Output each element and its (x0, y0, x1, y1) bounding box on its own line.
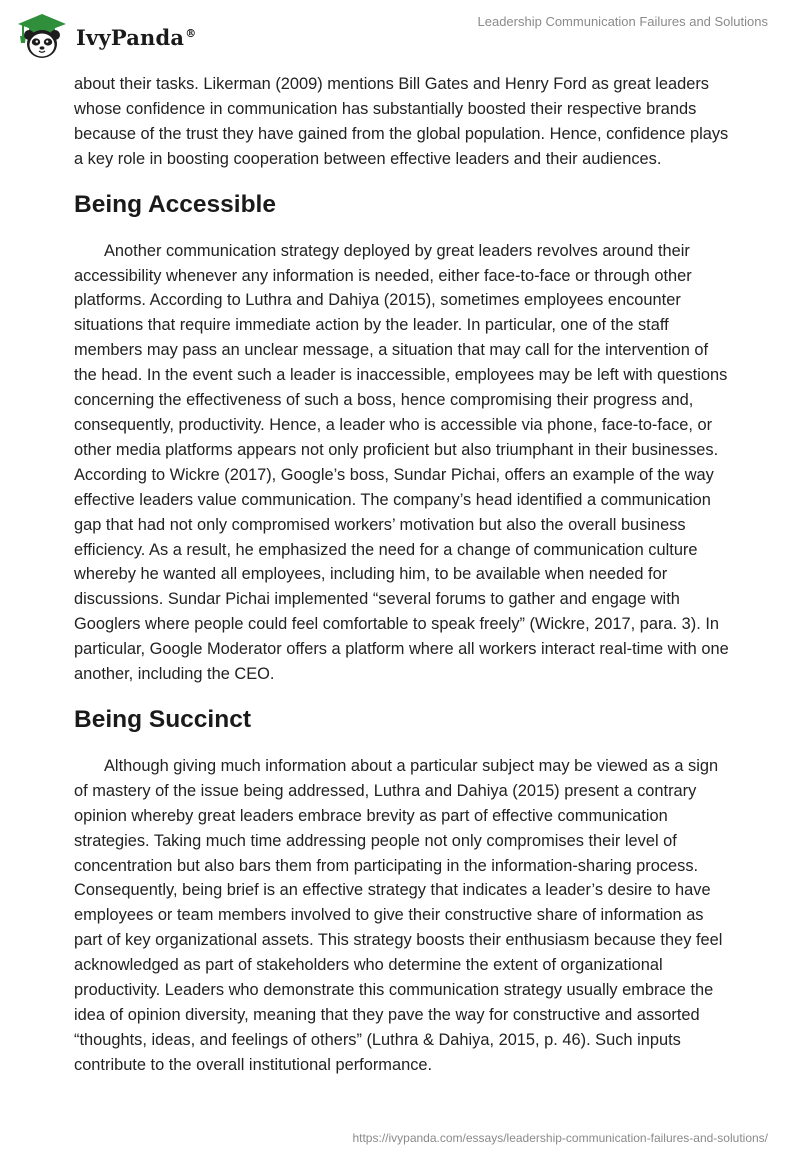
panda-graduate-icon (14, 8, 70, 62)
section-paragraph-accessible: Another communication strategy deployed by great leaders revolves around their accessibility whenever any information is needed, either face-to-face or through other platforms. According to Luthra and Dahiya (2015), sometimes employees encounter situations that require immediate action by the leader. In particular, one of the staff members may pass an unclear message, a situation that may call for the intervention of the head. In the event such a leader is inaccessible, employees may be left with questions concerning the effectiveness of such a boss, hence compromising their progress and, consequently, productivity. Hence, a leader who is accessible via phone, face-to-face, or other media platforms appears not only proficient but also triumphant in their businesses. According to Wickre (2017), Google’s boss, Sundar Pichai, offers an example of the way effective leaders value communication. The company’s head identified a communication gap that had not only compromised workers’ motivation but also the overall business efficiency. As a result, he emphasized the need for a change of communication culture whereby he wanted all employees, including him, to be available when needed for discussions. Sundar Pichai implemented “several forums to gather and engage with Googlers where people could feel comfortable to speak freely” (Wickre, 2017, para. 3). In particular, Google Moderator offers a platform where all workers interact real-time with one another, including the CEO. (74, 241, 729, 684)
intro-paragraph: about their tasks. Likerman (2009) mentions Bill Gates and Henry Ford as great leaders whose confidence in communication has substantially boosted their respective brands because of the trust they have gained from the global population. Hence, confidence plays a key role in boosting cooperation between effective leaders and their audiences. (74, 75, 729, 168)
document-title: Leadership Communication Failures and Solutions (477, 14, 768, 29)
brand-logo[interactable] (14, 8, 196, 62)
essay-body (74, 72, 734, 1078)
page-header (0, 0, 800, 70)
section-heading-accessible: Being Accessible (74, 190, 276, 218)
section-heading-succinct: Being Succinct (74, 705, 251, 733)
section-paragraph-succinct: Although giving much information about a particular subject may be viewed as a sign of mastery of the issue being addressed, Luthra and Dahiya (2015) present a contrary opinion whereby great leaders embrace brevity as part of effective communication strategies. Taking much time addressing people not only compromises their level of concentration but also bars them from participating in the information-sharing process. Consequently, being brief is an effective strategy that indicates a leader’s desire to have employees or team members involved to give their constructive share of information as part of key organizational assets. This strategy boosts their enthusiasm because they feel acknowledged as part of stakeholders who determine the extent of organizational productivity. Leaders who demonstrate this communication strategy usually embrace the idea of opinion diversity, meaning that they pave the way for constructive and assorted “thoughts, ideas, and feelings of others” (Luthra & Dahiya, 2015, p. 46). Such inputs contribute to the overall institutional performance. (74, 756, 723, 1074)
source-url-link[interactable]: https://ivypanda.com/essays/leadership-communication-failures-and-solutions/ (352, 1131, 768, 1145)
brand-name: IvyPanda® (76, 24, 197, 50)
